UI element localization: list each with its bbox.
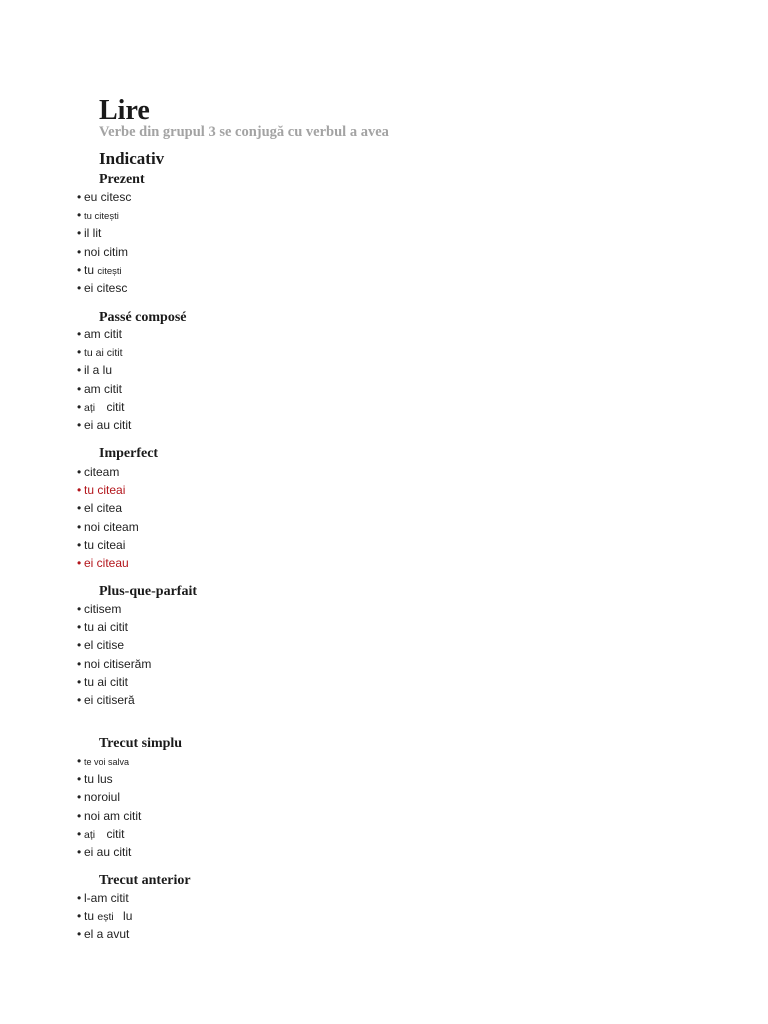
conjugation-text: tu lus [84,772,113,787]
conjugation-item [77,618,151,636]
tense-heading-passe-compose: Passé composé [99,310,187,325]
conjugation-text: am citit [84,381,123,396]
conjugation-text: ei au citit [84,844,132,859]
conjugation-text: citeam [84,465,120,479]
conjugation-pronoun: tu [84,262,95,277]
conjugation-item [77,554,139,572]
conjugation-item [77,673,151,691]
conjugation-text: tu citești [84,211,119,223]
tense-heading-imperfect: Imperfect [99,446,159,461]
conjugation-item [77,752,141,770]
conjugation-item [77,636,151,654]
conjugation-verb: citit [106,399,125,414]
conjugation-text: ei citesc [84,280,128,295]
conjugation-text: tu ai citit [84,620,129,635]
conjugation-item [77,243,131,261]
conjugation-text: noroiul [84,790,121,805]
conjugation-verb: citești [97,265,122,277]
conjugation-list-plus-que-parfait [77,600,151,709]
tense-heading-plus-que-parfait: Plus-que-parfait [99,584,197,599]
conjugation-list-trecut-anterior [77,889,132,944]
conjugation-item [77,788,141,806]
conjugation-item [77,361,131,379]
conjugation-text: ei au citit [84,417,132,432]
conjugation-text: te voi salva [84,757,130,767]
conjugation-item [77,463,139,481]
conjugation-text: el citise [84,638,125,653]
conjugation-text: ei citiseră [84,692,135,707]
conjugation-text: noi am citit [84,808,142,823]
conjugation-item [77,825,141,843]
conjugation-verb: lu [123,909,133,924]
conjugation-text: noi citeam [84,519,139,534]
conjugation-item [77,343,131,361]
conjugation-item [77,279,131,297]
conjugation-text: l-am citit [84,891,129,905]
conjugation-item [77,655,151,673]
conjugation-text: am citit [84,327,123,341]
conjugation-item [77,261,131,279]
conjugation-text: citisem [84,602,122,616]
conjugation-verb: citit [106,826,125,841]
conjugation-item [77,224,131,242]
conjugation-item [77,889,132,907]
conjugation-text: el citea [84,501,123,516]
conjugation-list-imperfect [77,463,139,572]
conjugation-text: noi citiserăm [84,656,152,671]
conjugation-auxiliary: ești [97,911,114,924]
tense-heading-prezent: Prezent [99,172,145,187]
mood-heading: Indicativ [99,149,165,168]
conjugation-item [77,770,141,788]
conjugation-pronoun: ați [84,401,96,414]
conjugation-item [77,325,131,343]
conjugation-pronoun: tu [84,909,95,924]
conjugation-item [77,188,131,206]
conjugation-item [77,518,139,536]
conjugation-item [77,600,151,618]
conjugation-text: il a lu [84,363,113,378]
conjugation-text: il lit [84,226,102,241]
conjugation-item [77,807,141,825]
conjugation-text: noi citim [84,244,129,259]
conjugation-list-prezent [77,188,131,297]
conjugation-item [77,925,132,943]
conjugation-item [77,481,139,499]
page-subtitle: Verbe din grupul 3 se conjugă cu verbul a avea [99,124,389,140]
conjugation-list-trecut-simplu [77,752,141,861]
tense-heading-trecut-anterior: Trecut anterior [99,873,191,888]
conjugation-pronoun: ați [84,828,96,841]
conjugation-item [77,416,131,434]
conjugation-item [77,499,139,517]
conjugation-item [77,691,151,709]
conjugation-text: el a avut [84,927,130,942]
page-title: Lire [99,95,150,126]
conjugation-text: ei citeau [84,555,129,570]
conjugation-item [77,843,141,861]
conjugation-item [77,907,132,925]
conjugation-text: eu citesc [84,190,132,204]
conjugation-list-passe-compose [77,325,131,434]
conjugation-text: tu ai citit [84,674,129,689]
conjugation-item [77,398,131,416]
tense-heading-trecut-simplu: Trecut simplu [99,736,183,751]
conjugation-text: tu citeai [84,537,126,552]
conjugation-item [77,206,131,224]
conjugation-item [77,380,131,398]
conjugation-item [77,536,139,554]
conjugation-text: tu ai citit [84,347,123,360]
conjugation-text: tu citeai [84,483,126,498]
